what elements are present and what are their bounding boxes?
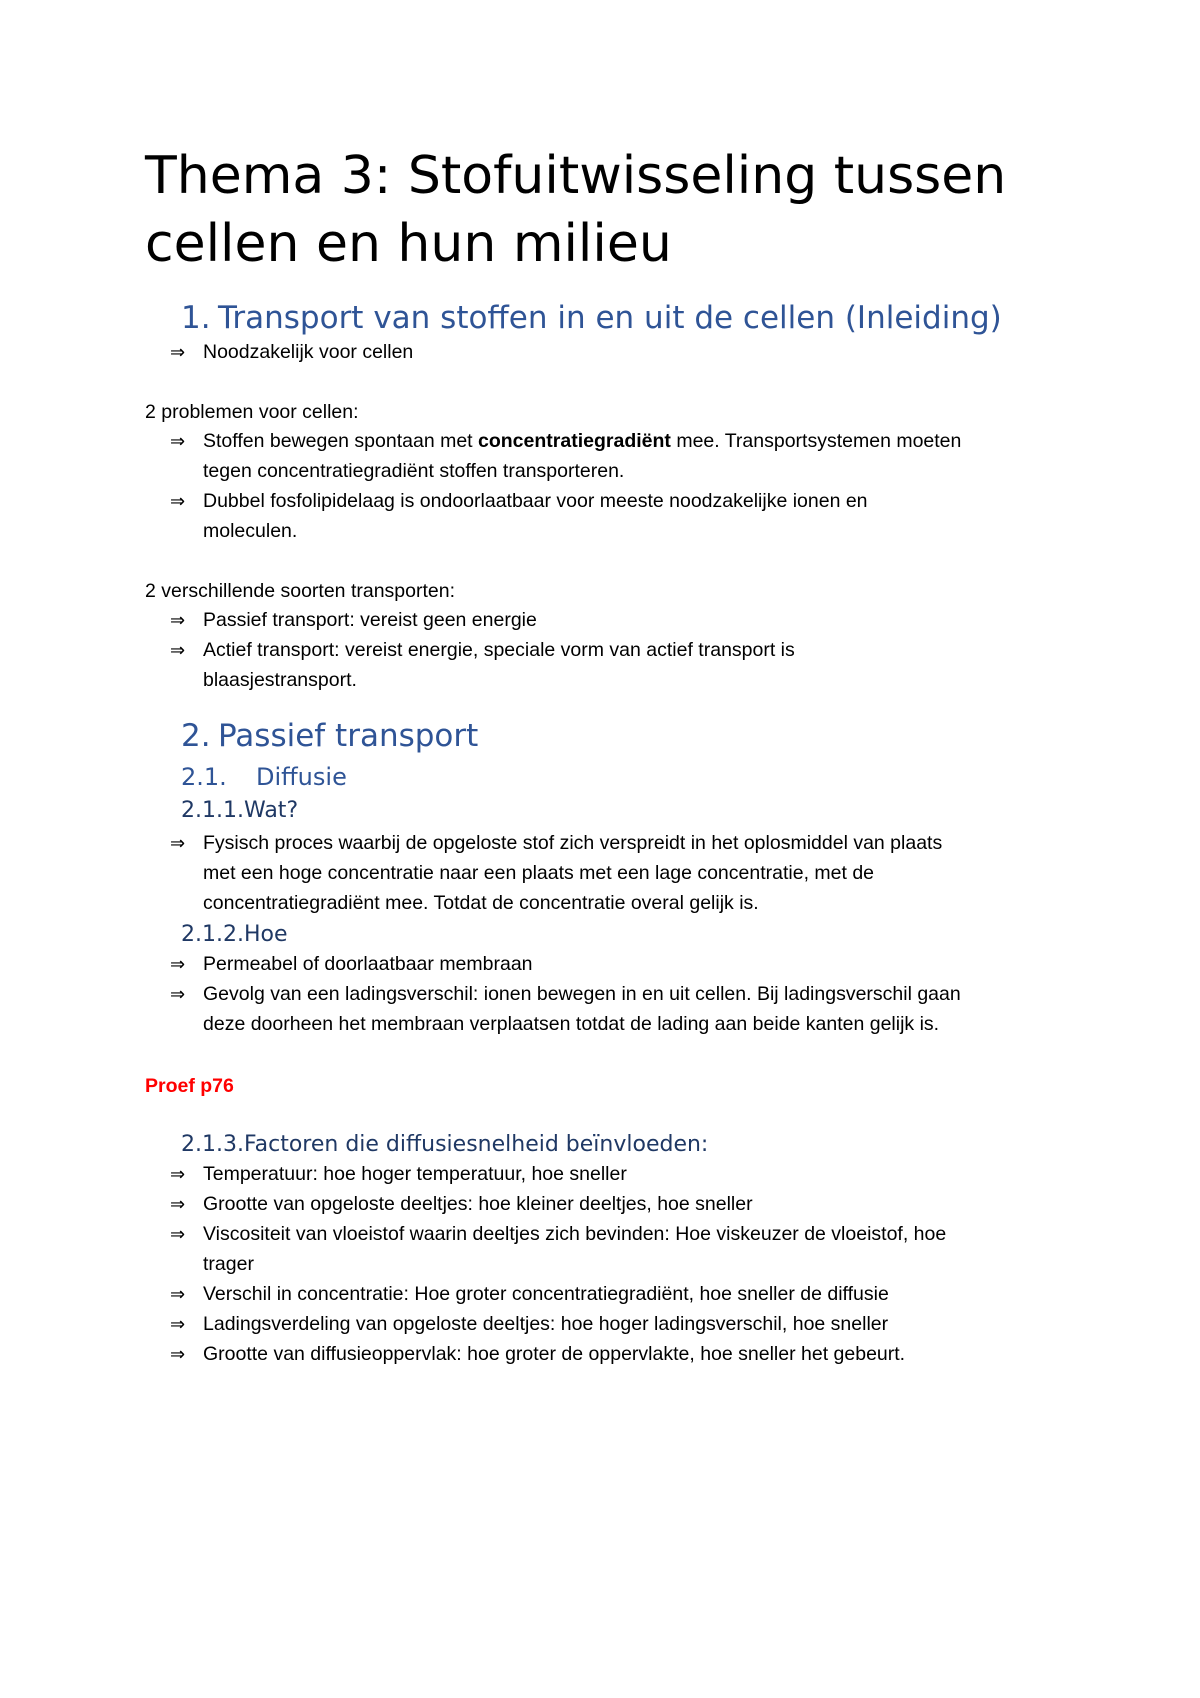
bullet-text: Temperatuur: hoe hoger temperatuur, hoe sneller xyxy=(203,1163,627,1185)
bullet-text: Gevolg van een ladingsverschil: ionen bewegen in en uit cellen. Bij ladingsverschil gaan xyxy=(203,983,961,1005)
bullet-text-continuation: tegen concentratiegradiënt stoffen transporteren. xyxy=(203,460,625,482)
bullet-text: Grootte van diffusieoppervlak: hoe groter de oppervlakte, hoe sneller het gebeurt. xyxy=(203,1343,906,1365)
bullet-text-continuation: moleculen. xyxy=(203,520,298,542)
bullet-text-continuation: trager xyxy=(203,1253,254,1275)
bullet-text-part: mee. Transportsystemen moeten xyxy=(670,430,962,452)
bullet-text-part: Stoffen bewegen spontaan met xyxy=(203,430,479,452)
bullet-arrow-icon: ⇒ xyxy=(170,431,186,452)
page-title-line-1: Thema 3: Stofuitwisseling tussen xyxy=(145,146,1007,206)
heading-number: 2.1.3. xyxy=(181,1132,244,1157)
heading-text: Wat? xyxy=(243,798,299,823)
bullet-arrow-icon: ⇒ xyxy=(170,1194,186,1215)
bullet-text-continuation: blaasjestransport. xyxy=(203,669,357,691)
bullet-arrow-icon: ⇒ xyxy=(170,610,186,631)
bullet-text: Actief transport: vereist energie, speciale vorm van actief transport is xyxy=(203,639,795,661)
heading-number: 2.1. xyxy=(181,763,227,791)
heading-section-2-1-2 xyxy=(181,924,288,946)
bullet-text: Viscositeit van vloeistof waarin deeltjes zich bevinden: Hoe viskeuzer de vloeistof, hoe xyxy=(203,1223,947,1245)
page-title-line-2: cellen en hun milieu xyxy=(145,214,672,274)
bullet-arrow-icon: ⇒ xyxy=(170,984,186,1005)
bullet-text: Verschil in concentratie: Hoe groter concentratiegradiënt, hoe sneller de diffusie xyxy=(203,1283,889,1305)
bullet-text: Noodzakelijk voor cellen xyxy=(203,341,414,363)
bullet-arrow-icon: ⇒ xyxy=(170,1164,186,1185)
heading-section-1 xyxy=(181,300,1002,336)
bullet-text-bold: concentratiegradiënt xyxy=(478,430,671,452)
heading-text: Hoe xyxy=(243,922,288,947)
heading-text: Factoren die diffusiesnelheid beïnvloeden: xyxy=(243,1132,709,1157)
heading-text: Passief transport xyxy=(218,718,479,754)
heading-number: 2.1.1. xyxy=(181,798,244,823)
bullet-text: Grootte van opgeloste deeltjes: hoe kleiner deeltjes, hoe sneller xyxy=(203,1193,753,1215)
bullet-arrow-icon: ⇒ xyxy=(170,1224,186,1245)
bullet-text: Permeabel of doorlaatbaar membraan xyxy=(203,953,533,975)
heading-section-2-1 xyxy=(181,765,347,789)
bullet-text xyxy=(203,432,961,452)
heading-number: 2. xyxy=(181,718,211,754)
bullet-text: Dubbel fosfolipidelaag is ondoorlaatbaar voor meeste noodzakelijke ionen en xyxy=(203,490,868,512)
bullet-text: Fysisch proces waarbij de opgeloste stof zich verspreidt in het oplosmiddel van plaats xyxy=(203,832,943,854)
paragraph-kinds-intro: 2 verschillende soorten transporten: xyxy=(145,580,456,602)
bullet-text: Ladingsverdeling van opgeloste deeltjes: hoe hoger ladingsverschil, hoe sneller xyxy=(203,1313,889,1335)
bullet-arrow-icon: ⇒ xyxy=(170,342,186,363)
heading-section-2-1-1 xyxy=(181,800,298,822)
bullet-text: Passief transport: vereist geen energie xyxy=(203,609,537,631)
proef-label: Proef p76 xyxy=(145,1075,234,1097)
bullet-arrow-icon: ⇒ xyxy=(170,833,186,854)
bullet-arrow-icon: ⇒ xyxy=(170,1284,186,1305)
bullet-arrow-icon: ⇒ xyxy=(170,1314,186,1335)
heading-text: Transport van stoffen in en uit de cellen (Inleiding) xyxy=(218,300,1002,336)
heading-number: 1. xyxy=(181,300,211,336)
bullet-arrow-icon: ⇒ xyxy=(170,640,186,661)
heading-number: 2.1.2. xyxy=(181,922,244,947)
heading-text: Diffusie xyxy=(256,763,347,791)
bullet-arrow-icon: ⇒ xyxy=(170,1344,186,1365)
paragraph-problems-intro: 2 problemen voor cellen: xyxy=(145,401,359,423)
bullet-text-continuation: deze doorheen het membraan verplaatsen totdat de lading aan beide kanten gelijk is. xyxy=(203,1013,940,1035)
bullet-arrow-icon: ⇒ xyxy=(170,491,186,512)
bullet-arrow-icon: ⇒ xyxy=(170,954,186,975)
bullet-text-continuation: met een hoge concentratie naar een plaats met een lage concentratie, met de xyxy=(203,862,875,884)
heading-section-2-1-3 xyxy=(181,1134,708,1156)
heading-section-2 xyxy=(181,718,479,754)
bullet-text-continuation: concentratiegradiënt mee. Totdat de concentratie overal gelijk is. xyxy=(203,892,759,914)
